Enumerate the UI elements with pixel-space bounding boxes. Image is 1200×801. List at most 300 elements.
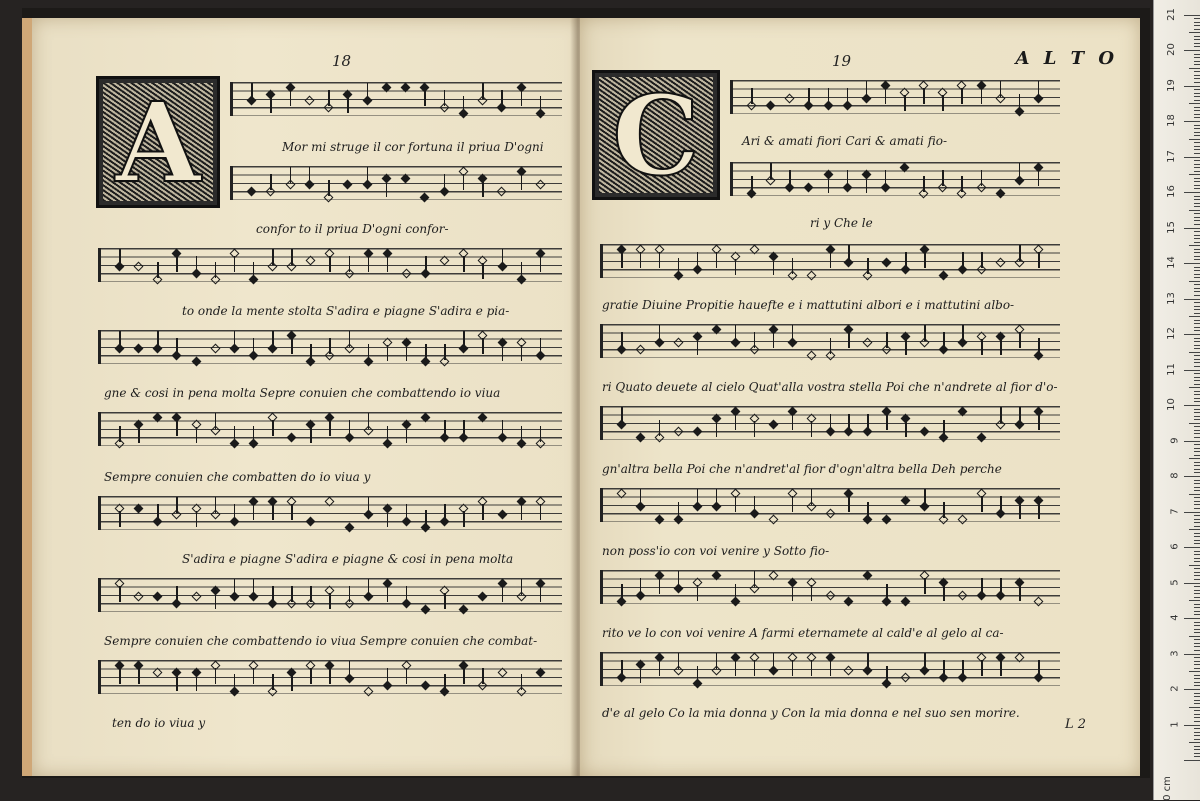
note-stem [981,88,983,104]
note-stem [1038,170,1040,186]
music-staff [600,488,1060,522]
ruler-tick [1189,742,1200,743]
note-stem [501,90,503,106]
note-stem [176,338,178,354]
ruler-tick [1194,291,1200,292]
note-stem [310,668,312,684]
note-stem [349,256,351,272]
note-stem [754,332,756,348]
note-stem [291,504,293,520]
ruler-tick [1194,117,1200,118]
ruler-tick [1194,497,1200,498]
ruler-tick [1194,568,1200,569]
music-staff [98,412,562,446]
ruler-tick [1194,256,1200,257]
music-staff [98,496,562,530]
note-stem [272,674,274,690]
ruler-tick [1194,590,1200,591]
lyric-line: d'e al gelo Co la mia donna y Con la mia donna e nel suo sen morire. [602,706,1020,720]
ruler-tick [1194,401,1200,402]
ruler-number: 4 [1169,614,1181,621]
music-note [535,667,545,677]
music-staff [230,82,562,116]
music-note [306,255,316,265]
ruler-tick [1194,746,1200,747]
ruler-tick [1194,614,1200,615]
note-stem [981,252,983,268]
initial-letter-c: C [612,70,700,200]
ruler-tick [1184,654,1200,655]
ruler-tick [1194,224,1200,225]
ruler-tick [1194,125,1200,126]
note-stem [640,578,642,594]
note-stem [215,413,217,429]
note-stem [368,256,370,272]
note-stem [368,579,370,595]
ruler-tick [1194,242,1200,243]
note-stem [773,332,775,348]
note-stem [196,675,198,691]
ruler-tick [1194,345,1200,346]
note-stem [830,660,832,676]
note-stem [521,426,523,442]
ruler-tick [1194,735,1200,736]
note-stem [905,421,907,437]
note-stem [848,496,850,512]
decorated-initial-a [96,76,220,208]
ruler-tick [1189,458,1200,459]
ruler-tick [1189,636,1200,637]
ruler-tick [1194,508,1200,509]
note-stem [848,245,850,261]
note-stem [735,414,737,430]
music-staff [730,162,1060,196]
music-note [1034,597,1044,607]
music-note [306,516,316,526]
note-stem [811,660,813,676]
note-stem [270,174,272,190]
note-stem [924,489,926,505]
ruler-tick [1194,437,1200,438]
ruler-tick [1194,355,1200,356]
ruler-tick [1194,650,1200,651]
ruler-tick [1194,89,1200,90]
music-note [153,413,163,423]
note-stem [521,345,523,361]
note-stem [847,170,849,186]
note-stem [253,338,255,354]
note-stem [463,511,465,527]
music-staff [98,660,562,694]
note-stem [905,339,907,355]
ruler-tick [1194,732,1200,733]
music-note [478,413,488,423]
note-stem [697,252,699,268]
ruler-tick [1194,277,1200,278]
note-stem [1019,503,1021,519]
note-stem [1038,252,1040,268]
note-stem [176,497,178,513]
music-note [711,325,721,335]
ruler-number: 19 [1166,78,1178,92]
note-stem [828,88,830,104]
music-note [535,180,545,190]
note-stem [310,344,312,360]
note-stem [291,338,293,354]
note-stem [368,497,370,513]
note-stem [792,414,794,430]
ruler-tick [1194,579,1200,580]
music-note [421,605,431,615]
ruler-tick [1194,320,1200,321]
ruler-tick [1194,22,1200,23]
ruler-tick [1194,522,1200,523]
ruler-number: 15 [1166,220,1178,234]
ruler-tick [1189,32,1200,33]
ruler-tick [1194,753,1200,754]
ruler-tick [1189,139,1200,140]
music-note [844,666,854,676]
ruler-tick [1184,618,1200,619]
note-stem [735,325,737,341]
ruler-tick [1194,188,1200,189]
note-stem [828,177,830,193]
note-stem [521,674,523,690]
ruler-tick [1194,607,1200,608]
note-stem [1000,339,1002,355]
note-stem [540,256,542,272]
lyric-line: to onde la mente stolta S'adira e piagne S'adira e pia- [182,304,510,318]
note-stem [540,426,542,442]
note-stem [367,83,369,99]
note-stem [196,511,198,527]
note-stem [234,426,236,442]
ruler-tick [1194,561,1200,562]
note-stem [176,586,178,602]
music-note [844,597,854,607]
ruler-tick [1194,533,1200,534]
ruler-tick [1194,341,1200,342]
ruler-tick [1189,494,1200,495]
note-stem [867,653,869,669]
note-stem [716,421,718,437]
note-stem [830,414,832,430]
note-stem [482,504,484,520]
ruler-number: 21 [1166,7,1178,21]
ruler-tick [1194,586,1200,587]
ruler-tick [1189,707,1200,708]
ruler-tick [1194,71,1200,72]
music-staff [230,166,562,200]
note-stem [981,578,983,594]
ruler-number: 13 [1166,291,1178,305]
note-stem [540,586,542,602]
note-stem [482,338,484,354]
note-stem [886,332,888,348]
ruler-tick [1194,700,1200,701]
note-stem [924,653,926,669]
note-stem [848,332,850,348]
note-stem [792,660,794,676]
decorated-initial-c [592,70,720,200]
music-note [344,523,354,533]
ruler-number: 9 [1169,436,1181,444]
ruler-number: 7 [1169,507,1181,515]
ruler-tick [1194,100,1200,101]
ruler-tick [1194,483,1200,484]
note-stem [482,263,484,279]
note-stem [1000,660,1002,676]
ruler-tick [1194,146,1200,147]
ruler-tick [1194,465,1200,466]
note-stem [792,258,794,274]
note-stem [942,95,944,111]
note-stem [924,325,926,341]
ruler-number: 18 [1166,114,1178,127]
note-stem [521,262,523,278]
music-note [420,193,430,203]
note-stem [751,88,753,104]
note-stem [751,176,753,192]
ruler-tick [1194,448,1200,449]
ruler-tick [1184,157,1200,158]
ruler-tick [1194,25,1200,26]
ruler-tick [1194,622,1200,623]
music-staff [730,80,1060,114]
ruler-tick [1194,469,1200,470]
ruler-tick [1184,441,1200,442]
ruler-tick [1194,75,1200,76]
note-stem [253,579,255,595]
ruler-tick [1184,760,1200,761]
music-note [363,687,373,697]
note-stem [981,660,983,676]
ruler-tick [1194,668,1200,669]
note-stem [540,504,542,520]
note-stem [482,668,484,684]
note-stem [621,252,623,268]
ruler-tick [1194,135,1200,136]
note-stem [830,252,832,268]
note-stem [789,170,791,186]
ruler-tick [1194,153,1200,154]
music-note [996,258,1006,268]
note-stem [1000,407,1002,423]
note-stem [811,489,813,505]
note-stem [923,88,925,104]
note-stem [735,584,737,600]
note-stem [119,331,121,347]
lyric-line: rito ve lo con voi venire A farmi eternamete al cald'e al gelo al ca- [602,626,1004,640]
ruler-tick [1194,39,1200,40]
note-stem [444,90,446,106]
music-note [636,344,646,354]
note-stem [811,421,813,437]
ruler-tick [1194,696,1200,697]
ruler-tick [1194,419,1200,420]
ruler-tick [1194,238,1200,239]
ruler-tick [1194,199,1200,200]
ruler-tick [1194,543,1200,544]
note-stem [157,262,159,278]
music-note [958,515,968,525]
ruler-tick [1194,728,1200,729]
ruler-tick [1194,398,1200,399]
ruler-tick [1194,330,1200,331]
note-stem [521,579,523,595]
music-note [863,571,873,581]
note-stem [540,96,542,112]
note-stem [640,667,642,683]
ruler-tick [1194,455,1200,456]
lyric-line: ri y Che le [810,216,873,230]
note-stem [406,504,408,520]
ruler-tick [1184,263,1200,264]
ruler-tick [1194,678,1200,679]
note-stem [640,489,642,505]
music-staff [600,324,1060,358]
ruler-tick [1194,433,1200,434]
note-stem [735,259,737,275]
music-note [673,426,683,436]
ruler-tick [1194,306,1200,307]
note-stem [1019,163,1021,179]
music-note [901,597,911,607]
music-note [977,433,987,443]
ruler-tick [1194,629,1200,630]
note-stem [659,420,661,436]
ruler-tick [1194,558,1200,559]
note-stem [735,496,737,512]
note-stem [349,331,351,347]
music-note [134,262,144,272]
note-stem [1019,245,1021,261]
music-note [920,426,930,436]
note-stem [119,668,121,684]
music-note [654,515,664,525]
ruler-tick [1194,235,1200,236]
ruler-tick [1194,171,1200,172]
note-stem [444,344,446,360]
ruler-tick [1194,359,1200,360]
note-stem [406,427,408,443]
ruler-tick [1184,192,1200,193]
ruler-tick [1194,572,1200,573]
note-stem [253,668,255,684]
note-stem [444,174,446,190]
ruler-tick [1189,423,1200,424]
ruler-tick [1194,107,1200,108]
note-stem [697,489,699,505]
lyric-line: Sempre conuien che combatten do io viua y [104,470,371,484]
music-staff [600,244,1060,278]
right-page-number: 19 [832,52,852,70]
music-note [1015,653,1025,663]
note-stem [621,332,623,348]
note-stem [1038,414,1040,430]
ruler-tick [1194,61,1200,62]
ruler-tick [1194,309,1200,310]
music-note [134,503,144,513]
lyric-line: gn'altra bella Poi che n'andret'al fior d'ogn'altra bella Deh perche [602,462,1002,476]
note-stem [329,593,331,609]
lyric-line: non poss'io con voi venire y Sotto fio- [602,544,830,558]
music-note [825,508,835,518]
note-stem [678,571,680,587]
note-stem [425,510,427,526]
note-stem [697,585,699,601]
ruler-tick [1194,206,1200,207]
note-stem [981,496,983,512]
music-note [939,271,949,281]
note-stem [621,660,623,676]
ruler-tick [1194,504,1200,505]
note-stem [540,338,542,354]
ruler-tick [1194,377,1200,378]
lyric-line: confor to il priua D'ogni confor- [256,222,449,236]
ruler-tick [1194,231,1200,232]
note-stem [291,249,293,265]
note-stem [176,420,178,436]
music-note [806,351,816,361]
note-stem [659,660,661,676]
ruler-tick [1194,693,1200,694]
note-stem [659,325,661,341]
note-stem [962,660,964,676]
ruler-tick [1184,689,1200,690]
note-stem [119,426,121,442]
music-staff [98,248,562,282]
ruler-tick [1194,366,1200,367]
ruler-tick [1184,228,1200,229]
note-stem [463,96,465,112]
note-stem [157,331,159,347]
note-stem [697,666,699,682]
note-stem [962,325,964,341]
ruler-tick [1194,185,1200,186]
ruler-tick [1194,178,1200,179]
lyric-line: ten do io viua y [112,716,206,730]
ruler-tick [1194,597,1200,598]
music-note [617,489,627,499]
note-stem [867,258,869,274]
note-stem [640,252,642,268]
lyric-line: Mor mi struge il cor fortuna il priua D'ogni [282,140,544,154]
note-stem [521,90,523,106]
note-stem [808,88,810,104]
ruler-tick [1189,387,1200,388]
note-stem [444,593,446,609]
ruler-tick [1194,348,1200,349]
note-stem [329,420,331,436]
measurement-ruler [1153,0,1200,800]
note-stem [463,668,465,684]
ruler-tick [1194,284,1200,285]
ruler-tick [1194,551,1200,552]
ruler-tick [1194,362,1200,363]
ruler-tick [1194,267,1200,268]
ruler-tick [1184,15,1200,16]
ruler-tick [1194,57,1200,58]
ruler-tick [1194,675,1200,676]
voice-part-heading: A L T O [1015,48,1118,69]
lyric-line: gratie Diuine Propitie hauefte e i mattutini albori e i mattutini albo- [602,298,1015,312]
music-note [401,83,411,93]
note-stem [215,497,217,513]
ruler-tick [1194,519,1200,520]
note-stem [943,502,945,518]
music-note [210,344,220,354]
